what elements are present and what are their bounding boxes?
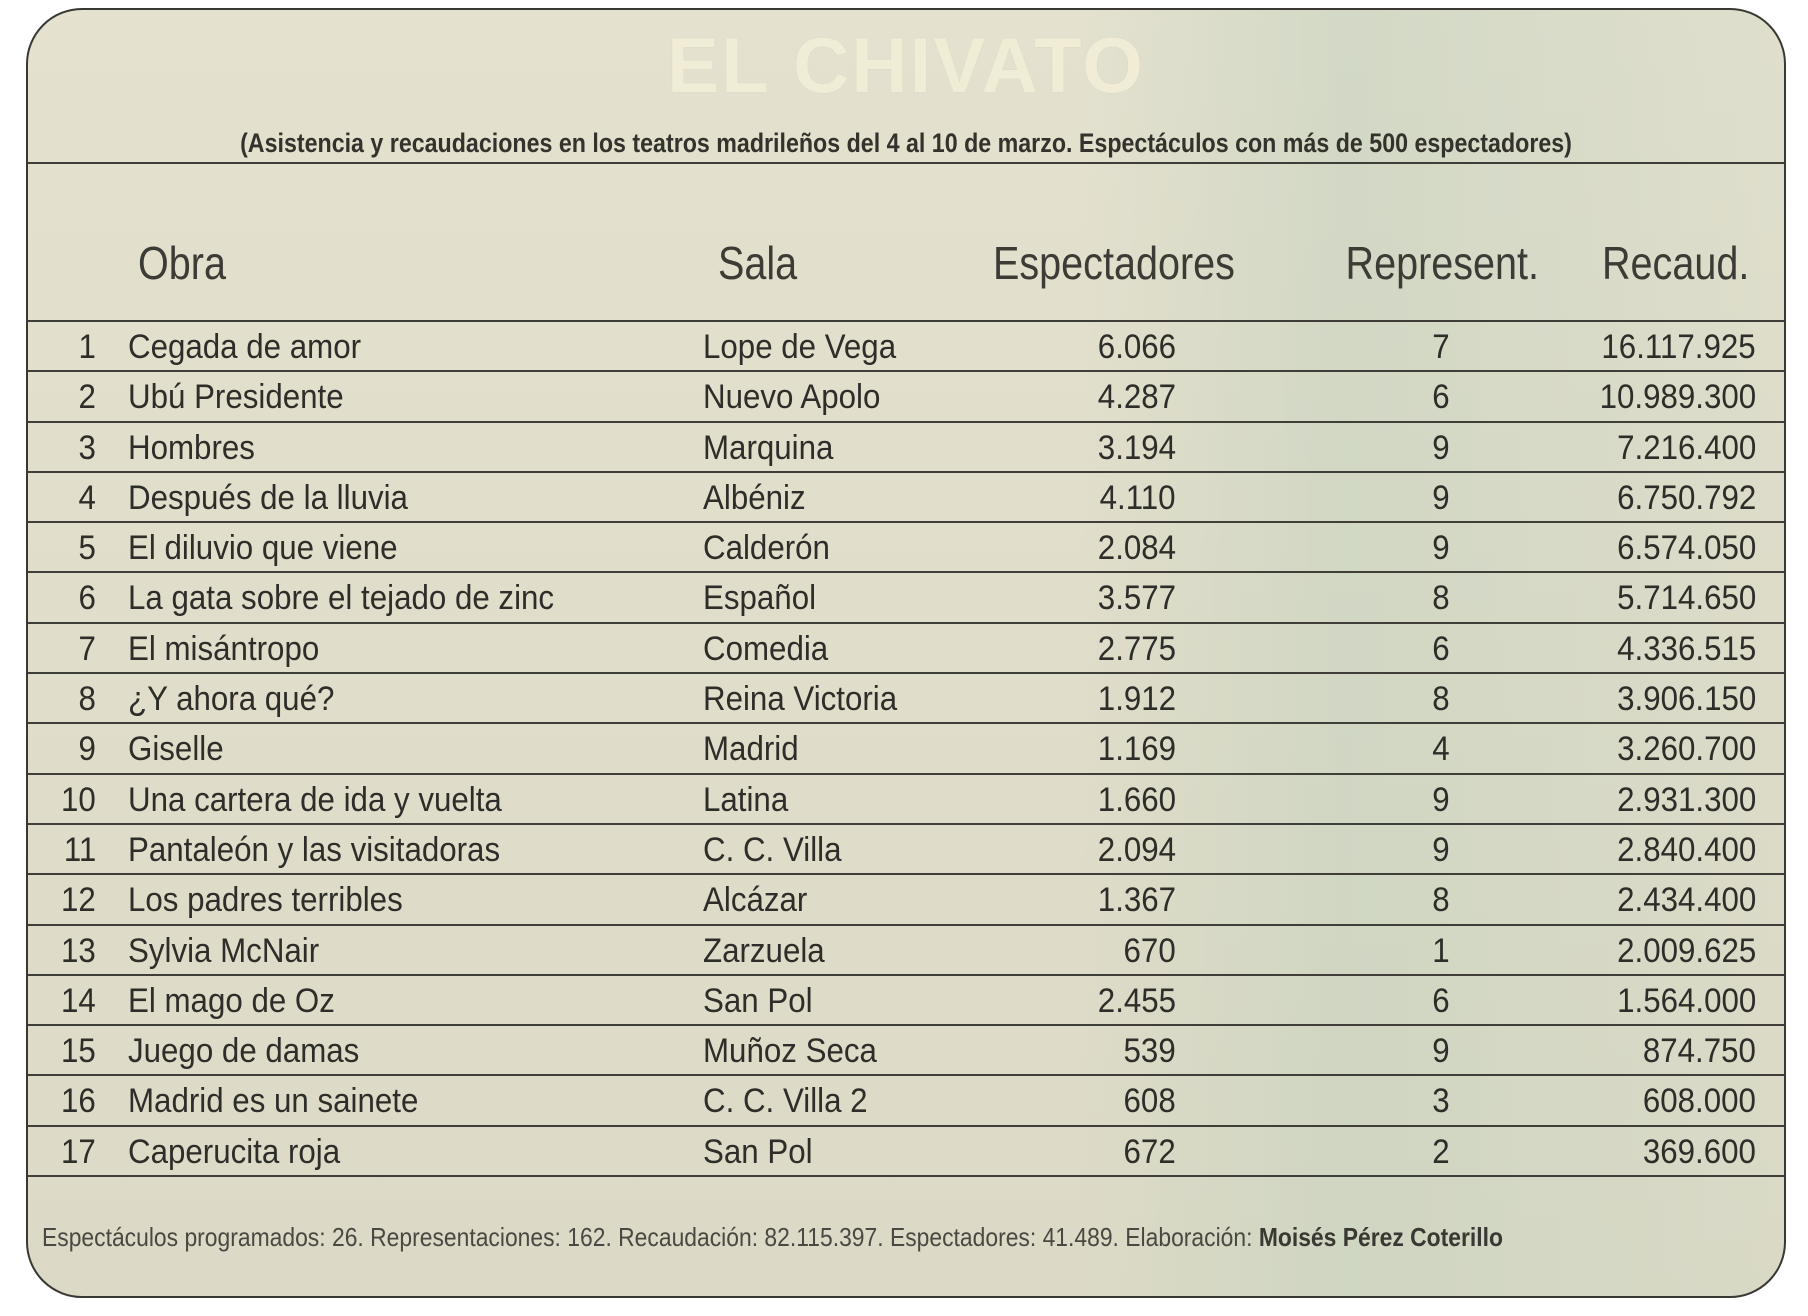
cell-recaudacion: 3.906.150 — [1616, 680, 1756, 719]
cell-recaudacion: 874.750 — [1642, 1032, 1756, 1071]
table-body — [28, 322, 1784, 1177]
row-number: 8 — [78, 680, 96, 719]
table-row — [28, 775, 1784, 825]
cell-recaudacion: 4.336.515 — [1616, 629, 1756, 668]
cell-sala: Comedia — [703, 629, 829, 668]
cell-recaudacion: 6.750.792 — [1616, 478, 1756, 517]
row-number: 14 — [61, 981, 96, 1020]
cell-sala: Nuevo Apolo — [703, 378, 881, 417]
cell-espectadores: 1.169 — [1097, 730, 1176, 769]
cell-representaciones: 9 — [1432, 830, 1450, 869]
row-number: 13 — [61, 931, 96, 970]
cell-representaciones: 3 — [1432, 1082, 1450, 1121]
cell-espectadores: 4.110 — [1100, 478, 1176, 517]
row-number: 1 — [78, 328, 96, 366]
cell-obra: Giselle — [128, 730, 224, 769]
cell-recaudacion: 608.000 — [1642, 1082, 1756, 1121]
row-number: 16 — [61, 1082, 96, 1121]
cell-sala: Albéniz — [703, 478, 806, 517]
table-row — [28, 624, 1784, 674]
header-recaudacion: Recaud. — [1601, 237, 1749, 289]
cell-obra: Sylvia McNair — [128, 931, 320, 970]
row-number: 5 — [78, 529, 96, 568]
table-header — [28, 230, 1784, 320]
cell-recaudacion: 5.714.650 — [1616, 579, 1756, 618]
table-row — [28, 573, 1784, 623]
header-representaciones: Represent. — [1345, 237, 1539, 289]
cell-sala: Reina Victoria — [703, 680, 898, 719]
header-sala: Sala — [718, 237, 798, 289]
table-row — [28, 926, 1784, 976]
table-row — [28, 825, 1784, 875]
row-number: 6 — [78, 579, 96, 618]
cell-sala: C. C. Villa — [703, 830, 842, 869]
cell-obra: Hombres — [128, 428, 255, 467]
page-title: EL CHIVATO — [667, 21, 1145, 109]
table-row — [28, 523, 1784, 573]
cell-espectadores: 4.287 — [1097, 378, 1176, 417]
cell-representaciones: 9 — [1432, 478, 1450, 517]
cell-recaudacion: 2.009.625 — [1616, 931, 1756, 970]
row-number: 12 — [61, 881, 96, 920]
cell-recaudacion: 2.931.300 — [1616, 780, 1756, 819]
cell-recaudacion: 16.117.925 — [1601, 328, 1756, 366]
table-row — [28, 875, 1784, 925]
cell-obra: Cegada de amor — [128, 328, 362, 366]
cell-representaciones: 6 — [1432, 378, 1450, 417]
cell-representaciones: 8 — [1432, 680, 1450, 719]
cell-sala: Español — [703, 579, 817, 618]
cell-sala: Marquina — [703, 428, 834, 467]
cell-representaciones: 8 — [1432, 881, 1450, 920]
cell-representaciones: 9 — [1432, 1032, 1450, 1071]
cell-representaciones: 9 — [1432, 529, 1450, 568]
table-row — [28, 976, 1784, 1026]
cell-espectadores: 672 — [1123, 1132, 1176, 1171]
cell-recaudacion: 7.216.400 — [1616, 428, 1756, 467]
cell-obra: La gata sobre el tejado de zinc — [128, 579, 555, 618]
cell-recaudacion: 3.260.700 — [1616, 730, 1756, 769]
cell-sala: Madrid — [703, 730, 799, 769]
table-row — [28, 322, 1784, 372]
cell-espectadores: 2.455 — [1097, 981, 1176, 1020]
cell-espectadores: 6.066 — [1097, 328, 1176, 366]
chivato-card — [26, 8, 1786, 1298]
table-row — [28, 1127, 1784, 1177]
table-row — [28, 423, 1784, 473]
cell-representaciones: 9 — [1432, 428, 1450, 467]
cell-espectadores: 3.577 — [1097, 579, 1176, 618]
cell-obra: Caperucita roja — [128, 1132, 341, 1171]
cell-recaudacion: 1.564.000 — [1616, 981, 1756, 1020]
cell-representaciones: 6 — [1432, 629, 1450, 668]
cell-obra: Madrid es un sainete — [128, 1082, 419, 1121]
cell-representaciones: 4 — [1432, 730, 1450, 769]
header-espectadores: Espectadores — [993, 237, 1235, 289]
footer-author: Moisés Pérez Coterillo — [1258, 1222, 1503, 1252]
cell-espectadores: 2.094 — [1097, 830, 1176, 869]
cell-obra: El mago de Oz — [128, 981, 335, 1020]
cell-obra: Los padres terribles — [128, 881, 403, 920]
cell-recaudacion: 2.434.400 — [1616, 881, 1756, 920]
cell-sala: C. C. Villa 2 — [703, 1082, 868, 1121]
cell-representaciones: 1 — [1432, 931, 1450, 970]
cell-sala: Muñoz Seca — [703, 1032, 877, 1071]
cell-espectadores: 670 — [1123, 931, 1176, 970]
row-number: 10 — [61, 780, 96, 819]
row-number: 4 — [78, 478, 96, 517]
cell-representaciones: 7 — [1432, 328, 1450, 366]
table-row — [28, 724, 1784, 774]
cell-espectadores: 1.912 — [1097, 680, 1176, 719]
row-number: 17 — [61, 1132, 96, 1171]
cell-recaudacion: 10.989.300 — [1599, 378, 1756, 417]
cell-obra: Juego de damas — [128, 1032, 360, 1071]
cell-recaudacion: 369.600 — [1642, 1132, 1756, 1171]
cell-obra: Después de la lluvia — [128, 478, 408, 517]
table-row — [28, 1026, 1784, 1076]
cell-sala: Zarzuela — [703, 931, 825, 970]
cell-representaciones: 2 — [1432, 1132, 1450, 1171]
cell-obra: Ubú Presidente — [128, 378, 344, 417]
divider — [28, 162, 1784, 164]
cell-espectadores: 539 — [1123, 1032, 1176, 1071]
cell-representaciones: 6 — [1432, 981, 1450, 1020]
footer — [42, 1222, 1503, 1253]
footer-text: Espectáculos programados: 26. Representaciones: 162. Recaudación: 82.115.397. Espectadores: 41.489. Elaboración: — [42, 1222, 1259, 1252]
row-number: 11 — [63, 830, 96, 869]
cell-sala: Alcázar — [703, 881, 808, 920]
row-number: 9 — [78, 730, 96, 769]
cell-espectadores: 608 — [1123, 1082, 1176, 1121]
cell-obra: ¿Y ahora qué? — [128, 680, 335, 719]
cell-sala: San Pol — [703, 1132, 813, 1171]
cell-espectadores: 3.194 — [1097, 428, 1176, 467]
subtitle: (Asistencia y recaudaciones en los teatros madrileños del 4 al 10 de marzo. Espectáculos con más de 500 espectadores) — [240, 128, 1572, 158]
table-row — [28, 1076, 1784, 1126]
table-row — [28, 372, 1784, 422]
cell-recaudacion: 6.574.050 — [1616, 529, 1756, 568]
row-number: 2 — [78, 378, 96, 417]
row-number: 15 — [61, 1032, 96, 1071]
cell-sala: Lope de Vega — [703, 328, 897, 366]
cell-sala: San Pol — [703, 981, 813, 1020]
row-number: 7 — [78, 629, 96, 668]
cell-obra: Una cartera de ida y vuelta — [128, 780, 502, 819]
cell-representaciones: 9 — [1432, 780, 1450, 819]
cell-obra: El misántropo — [128, 629, 320, 668]
cell-espectadores: 2.084 — [1097, 529, 1176, 568]
cell-espectadores: 1.660 — [1097, 780, 1176, 819]
cell-espectadores: 1.367 — [1097, 881, 1176, 920]
cell-espectadores: 2.775 — [1097, 629, 1176, 668]
cell-obra: El diluvio que viene — [128, 529, 398, 568]
cell-obra: Pantaleón y las visitadoras — [128, 830, 501, 869]
cell-sala: Latina — [703, 780, 789, 819]
cell-recaudacion: 2.840.400 — [1616, 830, 1756, 869]
cell-representaciones: 8 — [1432, 579, 1450, 618]
header-obra: Obra — [138, 237, 226, 289]
row-number: 3 — [78, 428, 96, 467]
table-row — [28, 674, 1784, 724]
table-row — [28, 473, 1784, 523]
cell-sala: Calderón — [703, 529, 830, 568]
